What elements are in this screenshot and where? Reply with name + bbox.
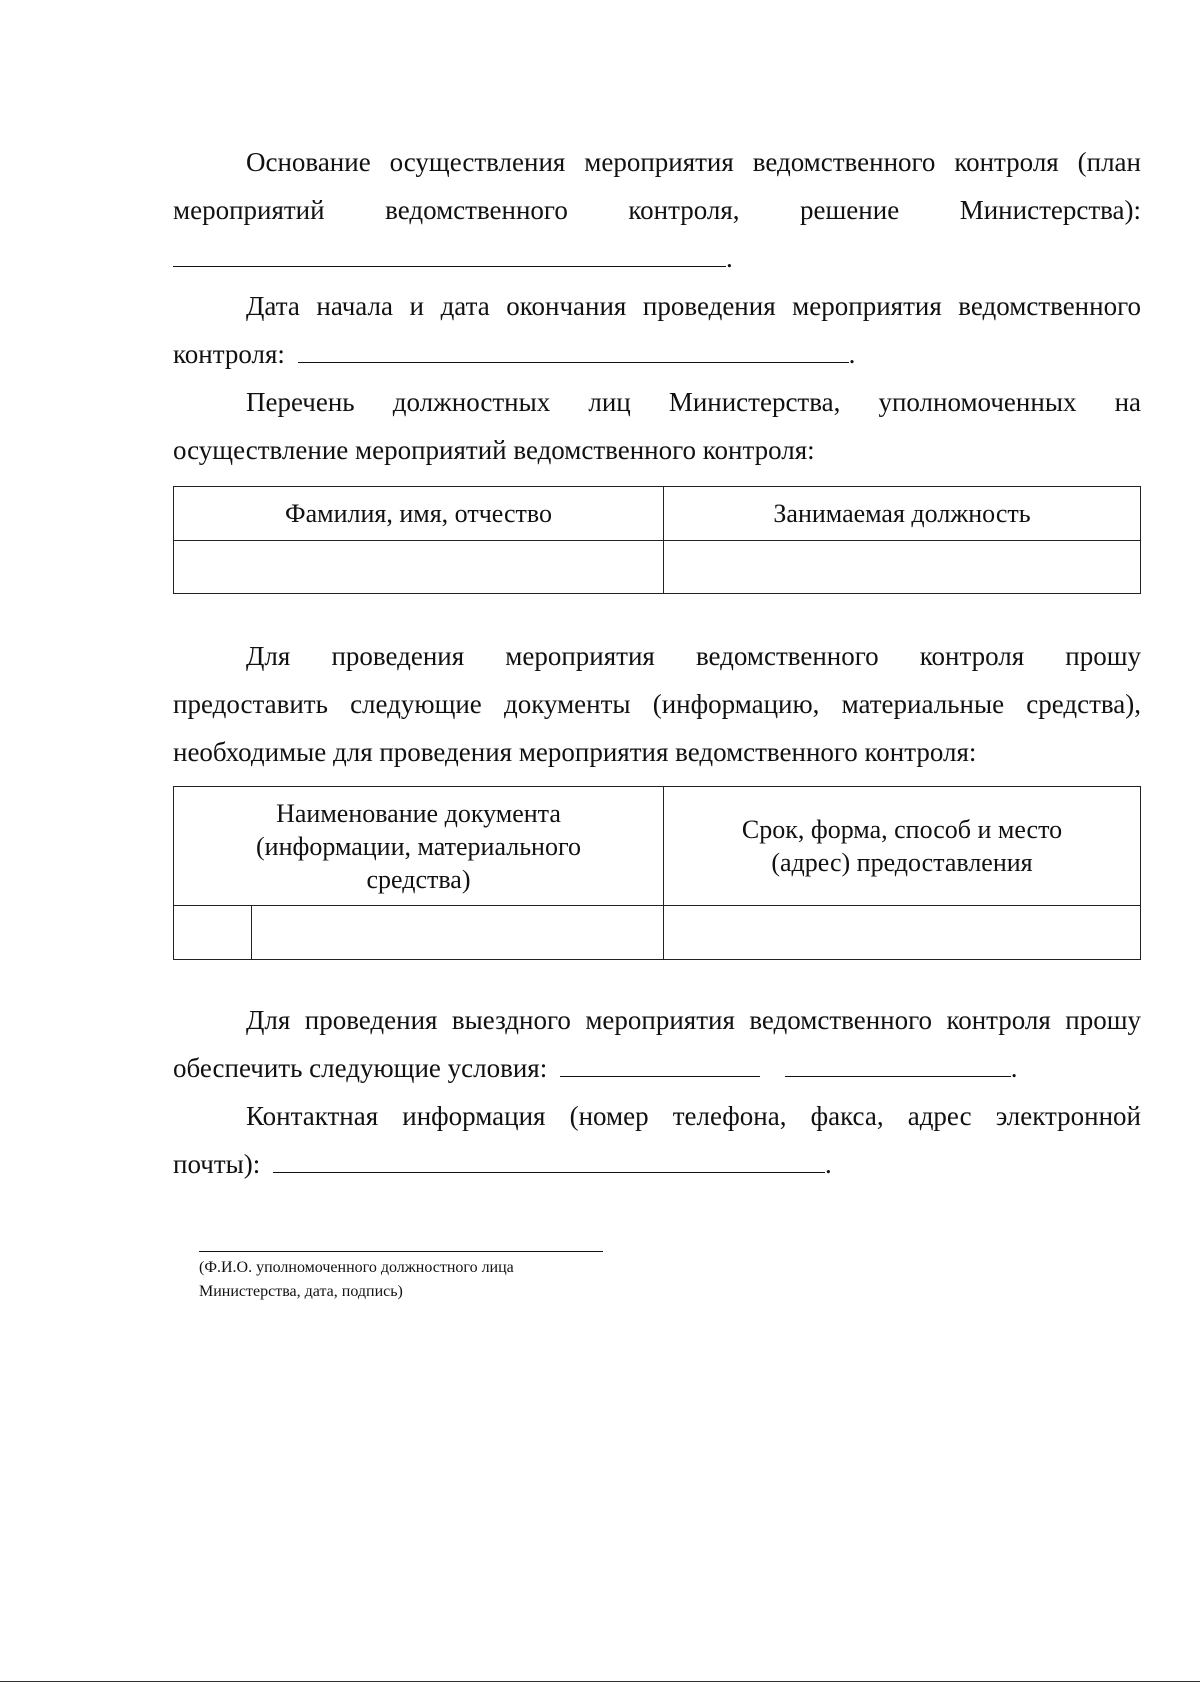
- basis-line-1: Основание осуществления мероприятия ведомственного контроля (план: [246, 147, 1141, 177]
- onsite-line-1: Для проведения выездного мероприятия ведомственного контроля прошу: [246, 1005, 1141, 1035]
- page-bottom-rule: [0, 1681, 1200, 1682]
- basis-end-period: .: [726, 243, 733, 273]
- contact-line-2: [173, 1140, 1141, 1188]
- documents-paragraph: [173, 632, 1141, 776]
- onsite-blank-field-2[interactable]: [785, 1054, 1011, 1077]
- signature-caption-line-2: Министерства, дата, подпись): [199, 1283, 403, 1300]
- officials-header-name: Фамилия, имя, отчество: [174, 487, 664, 541]
- dates-label: контроля:: [173, 339, 285, 369]
- basis-line-2: мероприятий ведомственного контроля, решение Министерства):: [173, 195, 1141, 225]
- signature-caption-line-1: (Ф.И.О. уполномоченного должностного лица: [199, 1259, 514, 1276]
- basis-blank-field[interactable]: [173, 244, 726, 267]
- dates-blank-field[interactable]: [298, 340, 849, 363]
- documents-header-name-text: Наименование документа (информации, материального средства): [256, 798, 581, 894]
- dates-line-1: Дата начала и дата окончания проведения мероприятия ведомственного: [246, 291, 1141, 321]
- dates-line-2: [173, 330, 1141, 378]
- documents-header-name: [174, 787, 664, 906]
- onsite-end-period: .: [1010, 1053, 1018, 1083]
- table-row: [174, 906, 1141, 960]
- docs-line-2: предоставить следующие документы (информацию, материальные средства),: [173, 689, 1141, 719]
- officials-header-position: Занимаемая должность: [664, 487, 1141, 541]
- basis-paragraph: [173, 138, 1141, 282]
- contact-line-1: Контактная информация (номер телефона, факса, адрес электронной: [246, 1101, 1141, 1131]
- signature-line[interactable]: [199, 1251, 603, 1252]
- officials-line-2: осуществление мероприятий ведомственного контроля:: [173, 435, 815, 465]
- officials-paragraph: [173, 378, 1141, 474]
- dates-end-period: .: [848, 339, 856, 369]
- officials-table: [173, 486, 1141, 594]
- dates-paragraph: [173, 282, 1141, 378]
- documents-table: [173, 786, 1141, 960]
- officials-cell-position[interactable]: [664, 541, 1141, 594]
- onsite-paragraph: [173, 996, 1141, 1092]
- officials-line-1: Перечень должностных лиц Министерства, уполномоченных на: [246, 387, 1141, 417]
- officials-table-header-row: [174, 487, 1141, 541]
- docs-line-3: необходимые для проведения мероприятия ведомственного контроля:: [173, 737, 977, 767]
- contact-end-period: .: [825, 1149, 832, 1179]
- onsite-label: обеспечить следующие условия:: [173, 1053, 548, 1083]
- contact-blank-field[interactable]: [273, 1150, 825, 1173]
- document-body: [173, 138, 1141, 1188]
- onsite-blank-field-1[interactable]: [560, 1054, 760, 1077]
- basis-line-3: [173, 234, 1141, 282]
- onsite-line-2: [173, 1044, 1141, 1092]
- documents-cell-number[interactable]: [174, 906, 252, 960]
- documents-cell-terms[interactable]: [664, 906, 1141, 960]
- signature-caption: [199, 1256, 603, 1304]
- documents-header-terms: [664, 787, 1141, 906]
- documents-header-terms-text: Срок, форма, способ и место (адрес) предоставления: [741, 815, 1063, 877]
- contact-paragraph: [173, 1092, 1141, 1188]
- signature-block: [199, 1251, 603, 1304]
- officials-cell-name[interactable]: [174, 541, 664, 594]
- table-row: [174, 541, 1141, 594]
- contact-label: почты):: [173, 1149, 261, 1179]
- documents-cell-name[interactable]: [252, 906, 664, 960]
- docs-line-1: Для проведения мероприятия ведомственного контроля прошу: [246, 641, 1141, 671]
- documents-table-header-row: [174, 787, 1141, 906]
